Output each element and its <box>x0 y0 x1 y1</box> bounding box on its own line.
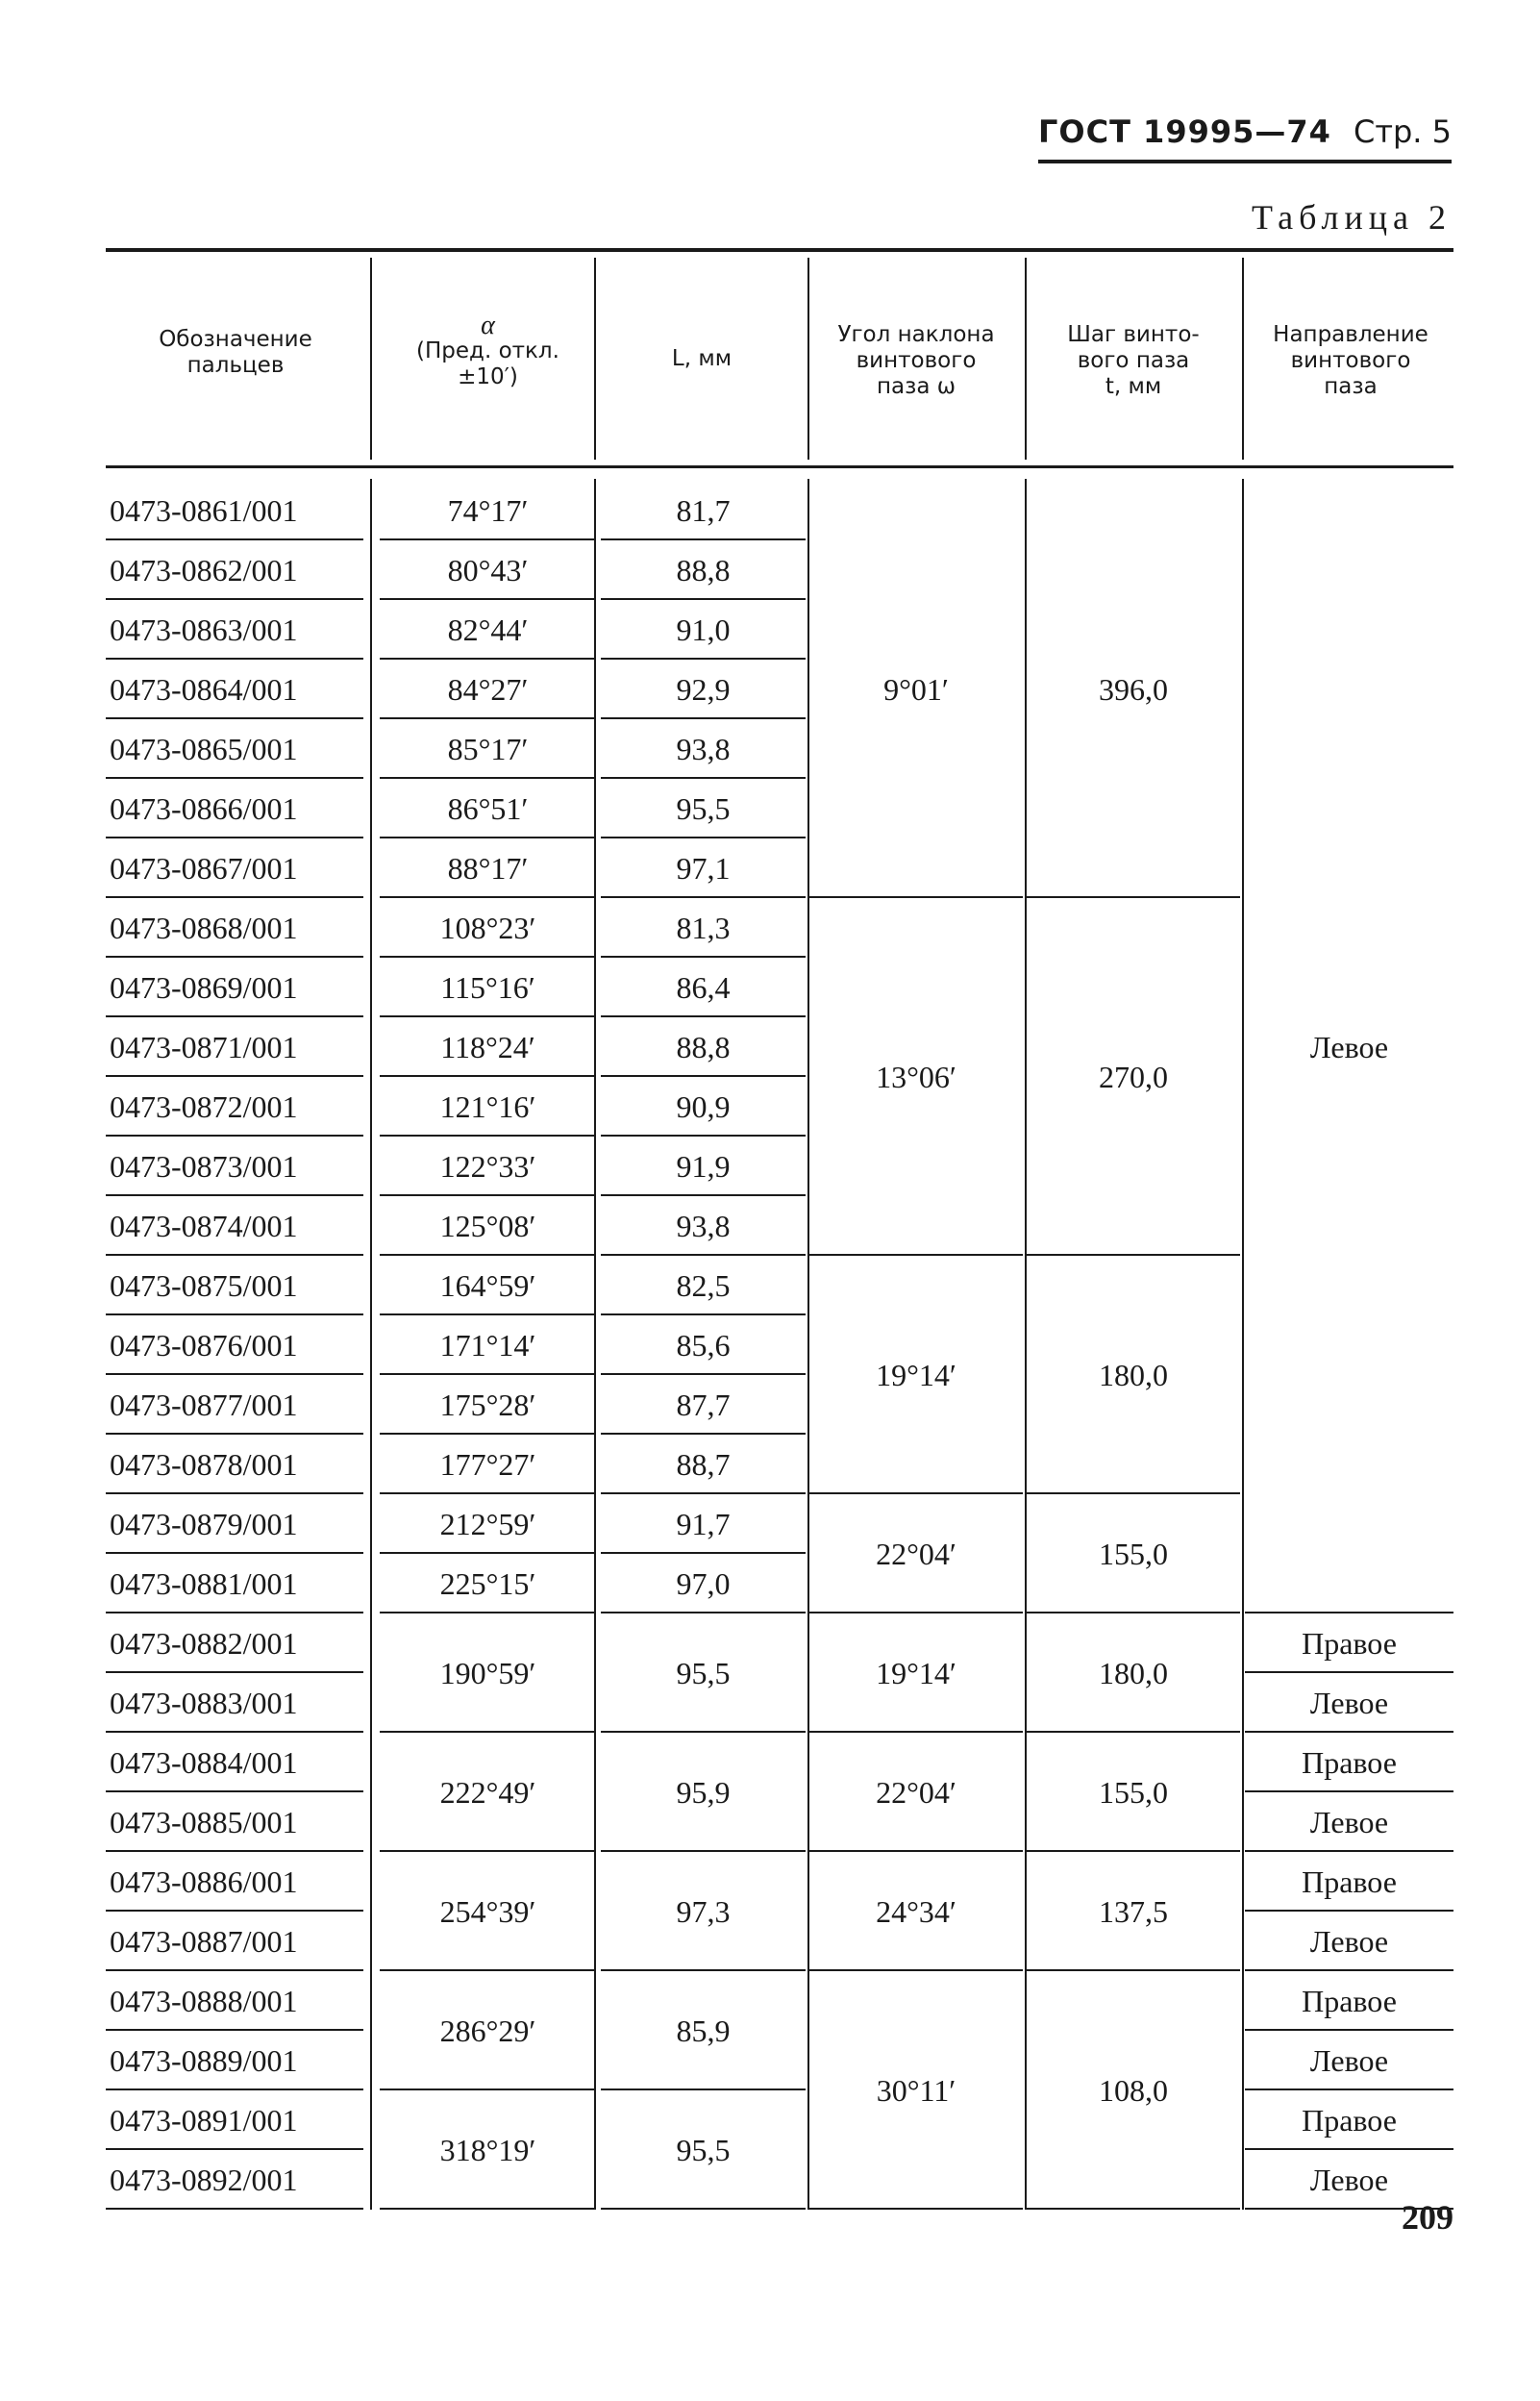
direction-cell: Левое <box>1309 2163 1389 2197</box>
alpha-cell: 122°33′ <box>439 1149 536 1184</box>
header-vertical-rule <box>1025 258 1027 460</box>
designation-cell: 0473-0869/001 <box>110 970 298 1005</box>
length-cell: 91,9 <box>676 1149 731 1184</box>
group-underline <box>380 2208 596 2210</box>
group-underline <box>1027 1492 1240 1494</box>
col-header-direction: Направление винтового паза <box>1273 322 1428 399</box>
length-cell: 88,7 <box>676 1447 731 1482</box>
angle-merged-cell: 19°14′ <box>876 1656 956 1690</box>
designation-cell: 0473-0865/001 <box>110 732 298 766</box>
alpha-cell: 212°59′ <box>439 1507 536 1541</box>
length-cell: 85,6 <box>676 1328 731 1363</box>
alpha-cell: 108°23′ <box>439 911 536 945</box>
group-underline <box>601 2208 806 2210</box>
group-underline <box>809 1969 1023 1971</box>
page-label: Стр. 5 <box>1354 113 1452 150</box>
pitch-merged-cell: 396,0 <box>1099 672 1168 707</box>
group-underline <box>1027 1850 1240 1852</box>
length-cell: 88,8 <box>676 553 731 588</box>
group-underline <box>380 2088 596 2090</box>
designation-cell: 0473-0881/001 <box>110 1566 298 1601</box>
length-merged-cell: 95,9 <box>676 1775 731 1810</box>
alpha-merged-cell: 254°39′ <box>439 1894 536 1929</box>
col-header-pitch: Шаг винто- вого паза t, мм <box>1067 322 1200 399</box>
angle-merged-cell: 9°01′ <box>883 672 949 707</box>
alpha-cell: 164°59′ <box>439 1268 536 1303</box>
angle-merged-cell: 22°04′ <box>876 1537 956 1571</box>
length-cell: 97,0 <box>676 1566 731 1601</box>
designation-cell: 0473-0885/001 <box>110 1805 298 1839</box>
length-cell: 81,3 <box>676 911 731 945</box>
direction-cell: Правое <box>1302 2103 1397 2138</box>
group-underline <box>1245 1612 1453 1613</box>
header-vertical-rule <box>594 258 596 460</box>
length-merged-cell: 95,5 <box>676 1656 731 1690</box>
alpha-cell: 115°16′ <box>440 970 535 1005</box>
length-cell: 91,7 <box>676 1507 731 1541</box>
header-vertical-rule <box>370 258 372 460</box>
group-underline <box>809 1492 1023 1494</box>
group-underline <box>809 896 1023 898</box>
table-title: Таблица 2 <box>1252 198 1452 237</box>
length-cell: 88,8 <box>676 1030 731 1064</box>
length-cell: 82,5 <box>676 1268 731 1303</box>
group-underline <box>601 2088 806 2090</box>
alpha-cell: 175°28′ <box>439 1388 536 1422</box>
table-top-rule <box>106 248 1453 252</box>
alpha-cell: 118°24′ <box>440 1030 535 1064</box>
length-merged-cell: 95,5 <box>676 2133 731 2167</box>
angle-merged-cell: 19°14′ <box>876 1358 956 1392</box>
alpha-cell: 121°16′ <box>439 1089 536 1124</box>
designation-cell: 0473-0889/001 <box>110 2043 298 2078</box>
body-vertical-rule <box>807 479 809 2210</box>
group-underline <box>380 1969 596 1971</box>
designation-cell: 0473-0866/001 <box>110 791 298 826</box>
direction-merged-cell: Левое <box>1309 1030 1389 1064</box>
header-vertical-rule <box>807 258 809 460</box>
alpha-merged-cell: 222°49′ <box>439 1775 536 1810</box>
pitch-merged-cell: 180,0 <box>1099 1358 1168 1392</box>
designation-cell: 0473-0873/001 <box>110 1149 298 1184</box>
designation-cell: 0473-0863/001 <box>110 613 298 647</box>
group-underline <box>1027 1254 1240 1256</box>
designation-cell: 0473-0883/001 <box>110 1686 298 1720</box>
direction-cell: Левое <box>1309 1686 1389 1720</box>
group-underline <box>601 1731 806 1733</box>
designation-cell: 0473-0862/001 <box>110 553 298 588</box>
designation-cell: 0473-0882/001 <box>110 1626 298 1661</box>
alpha-cell: 171°14′ <box>439 1328 536 1363</box>
direction-cell: Правое <box>1302 1984 1397 2018</box>
group-underline <box>809 1731 1023 1733</box>
angle-merged-cell: 13°06′ <box>876 1060 956 1094</box>
page-number: 209 <box>1402 2198 1453 2237</box>
pitch-merged-cell: 270,0 <box>1099 1060 1168 1094</box>
row-underline <box>106 2208 363 2210</box>
group-underline <box>380 1850 596 1852</box>
header-bottom-rule <box>106 465 1453 468</box>
designation-cell: 0473-0871/001 <box>110 1030 298 1064</box>
designation-cell: 0473-0876/001 <box>110 1328 298 1363</box>
body-vertical-rule <box>370 479 372 2210</box>
body-vertical-rule <box>1025 479 1027 2210</box>
length-merged-cell: 97,3 <box>676 1894 731 1929</box>
group-underline <box>1027 1731 1240 1733</box>
group-underline <box>1027 1612 1240 1613</box>
pitch-merged-cell: 108,0 <box>1099 2073 1168 2108</box>
designation-cell: 0473-0868/001 <box>110 911 298 945</box>
group-underline <box>809 1612 1023 1613</box>
direction-cell: Левое <box>1309 2043 1389 2078</box>
direction-cell: Левое <box>1309 1805 1389 1839</box>
alpha-cell: 125°08′ <box>439 1209 536 1243</box>
pitch-merged-cell: 155,0 <box>1099 1775 1168 1810</box>
alpha-merged-cell: 318°19′ <box>439 2133 536 2167</box>
alpha-cell: 85°17′ <box>447 732 529 766</box>
alpha-cell: 74°17′ <box>447 493 529 528</box>
length-cell: 97,1 <box>676 851 731 886</box>
designation-cell: 0473-0872/001 <box>110 1089 298 1124</box>
pitch-merged-cell: 137,5 <box>1099 1894 1168 1929</box>
length-cell: 93,8 <box>676 1209 731 1243</box>
designation-cell: 0473-0887/001 <box>110 1924 298 1959</box>
designation-cell: 0473-0867/001 <box>110 851 298 886</box>
length-merged-cell: 85,9 <box>676 2013 731 2048</box>
angle-merged-cell: 22°04′ <box>876 1775 956 1810</box>
group-underline <box>601 1969 806 1971</box>
row-underline <box>601 1612 806 1613</box>
direction-cell: Правое <box>1302 1745 1397 1780</box>
col-header-angle: Угол наклона винтового паза ω <box>837 322 995 399</box>
group-underline <box>601 1850 806 1852</box>
group-underline <box>1027 896 1240 898</box>
designation-cell: 0473-0861/001 <box>110 493 298 528</box>
col-header-designation: Обозначение пальцев <box>159 327 312 378</box>
alpha-cell: 84°27′ <box>447 672 529 707</box>
designation-cell: 0473-0864/001 <box>110 672 298 707</box>
header-vertical-rule <box>1242 258 1244 460</box>
pitch-merged-cell: 180,0 <box>1099 1656 1168 1690</box>
alpha-cell: 88°17′ <box>447 851 529 886</box>
alpha-cell: 225°15′ <box>439 1566 536 1601</box>
col-header-alpha: α (Пред. откл. ±10′) <box>416 311 559 389</box>
group-underline <box>1027 1969 1240 1971</box>
alpha-merged-cell: 286°29′ <box>439 2013 536 2048</box>
alpha-cell: 86°51′ <box>447 791 529 826</box>
designation-cell: 0473-0878/001 <box>110 1447 298 1482</box>
group-underline <box>1027 2208 1240 2210</box>
alpha-cell: 80°43′ <box>447 553 529 588</box>
length-cell: 87,7 <box>676 1388 731 1422</box>
designation-cell: 0473-0888/001 <box>110 1984 298 2018</box>
alpha-merged-cell: 190°59′ <box>439 1656 536 1690</box>
row-underline <box>380 1612 596 1613</box>
length-cell: 91,0 <box>676 613 731 647</box>
pitch-merged-cell: 155,0 <box>1099 1537 1168 1571</box>
length-cell: 90,9 <box>676 1089 731 1124</box>
length-cell: 86,4 <box>676 970 731 1005</box>
col-header-length: L, мм <box>671 346 733 371</box>
group-underline <box>809 1850 1023 1852</box>
group-underline <box>809 1254 1023 1256</box>
group-underline <box>809 2208 1023 2210</box>
alpha-cell: 82°44′ <box>447 613 529 647</box>
designation-cell: 0473-0879/001 <box>110 1507 298 1541</box>
direction-cell: Правое <box>1302 1864 1397 1899</box>
length-cell: 92,9 <box>676 672 731 707</box>
length-cell: 95,5 <box>676 791 731 826</box>
designation-cell: 0473-0875/001 <box>110 1268 298 1303</box>
alpha-cell: 177°27′ <box>439 1447 536 1482</box>
length-cell: 93,8 <box>676 732 731 766</box>
designation-cell: 0473-0891/001 <box>110 2103 298 2138</box>
angle-merged-cell: 24°34′ <box>876 1894 956 1929</box>
group-underline <box>380 1731 596 1733</box>
designation-cell: 0473-0886/001 <box>110 1864 298 1899</box>
designation-cell: 0473-0892/001 <box>110 2163 298 2197</box>
direction-cell: Левое <box>1309 1924 1389 1959</box>
direction-cell: Правое <box>1302 1626 1397 1661</box>
designation-cell: 0473-0874/001 <box>110 1209 298 1243</box>
body-vertical-rule <box>1242 479 1244 2210</box>
length-cell: 81,7 <box>676 493 731 528</box>
designation-cell: 0473-0877/001 <box>110 1388 298 1422</box>
standard-number: ГОСТ 19995—74 <box>1038 113 1331 150</box>
angle-merged-cell: 30°11′ <box>876 2073 956 2108</box>
designation-cell: 0473-0884/001 <box>110 1745 298 1780</box>
